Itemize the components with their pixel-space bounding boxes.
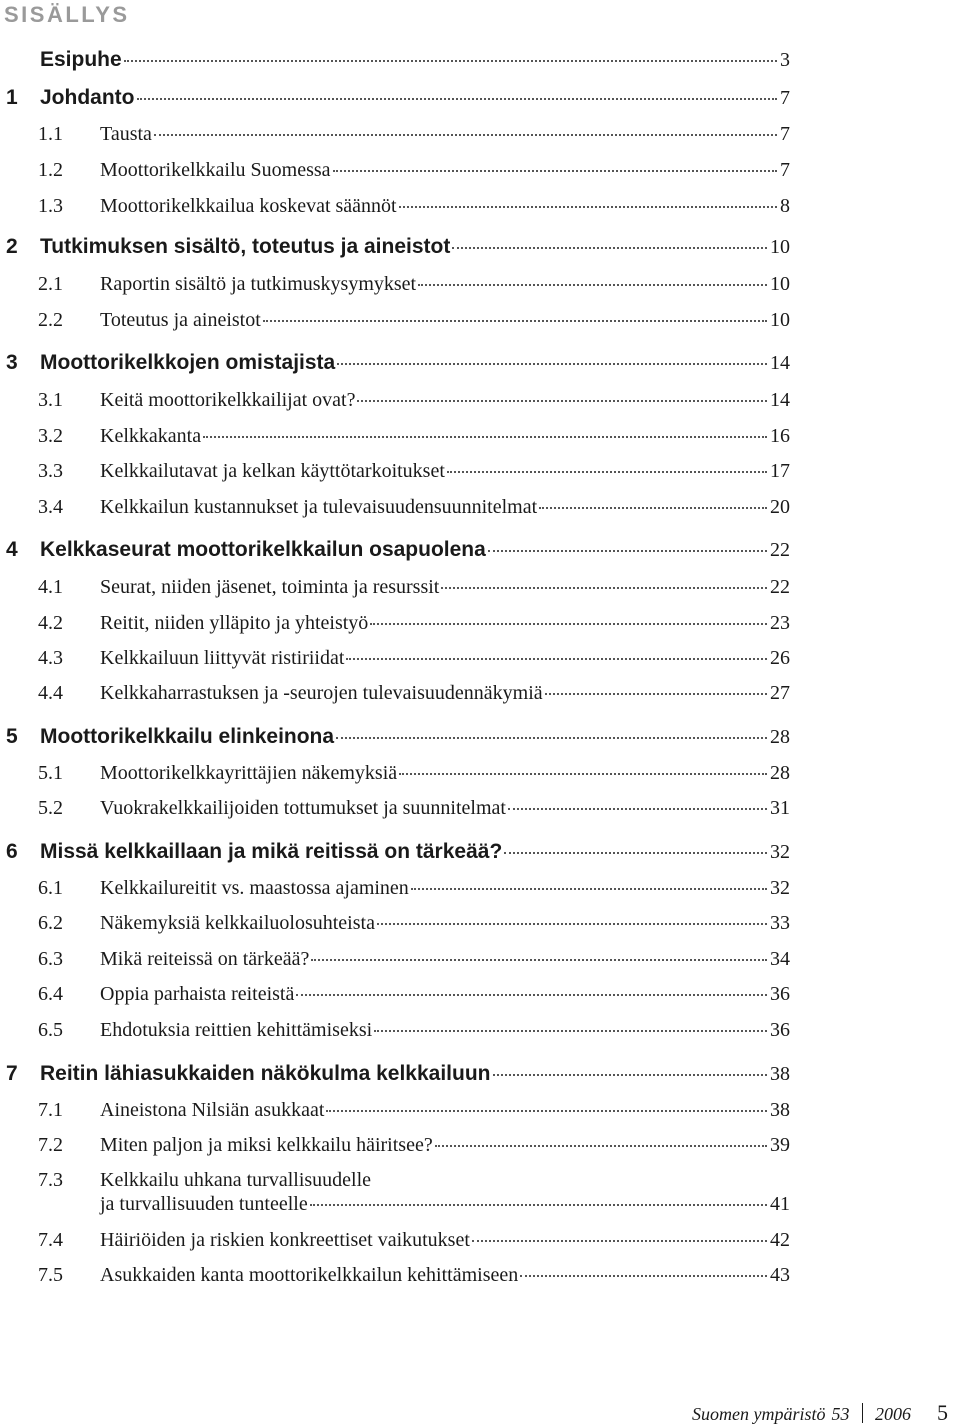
entry-title: Miten paljon ja miksi kelkkailu häiritsee? — [100, 1134, 433, 1156]
entry-number: 7 — [6, 1062, 18, 1085]
entry-page: 10 — [770, 309, 790, 331]
entry-number: 4.4 — [38, 682, 63, 704]
dot-leader — [310, 1204, 767, 1206]
entry-number: 6.2 — [38, 912, 63, 934]
entry-number: 6.3 — [38, 948, 63, 970]
entry-title: Kelkkailureitit vs. maastossa ajaminen — [100, 877, 409, 899]
entry-number: 4.2 — [38, 612, 63, 634]
dot-leader — [333, 170, 777, 172]
entry-number: 3.1 — [38, 389, 63, 411]
entry-title: Näkemyksiä kelkkailuolosuhteista — [100, 912, 375, 934]
entry-number: 4.3 — [38, 647, 63, 669]
entry-number: 4 — [6, 538, 18, 561]
entry-title: Reitin lähiasukkaiden näkökulma kelkkailuun — [40, 1062, 491, 1085]
dot-leader — [493, 1074, 768, 1076]
entry-title: Kelkkakanta — [100, 425, 202, 447]
footer-publication: Suomen ympäristö — [692, 1404, 826, 1424]
entry-page: 28 — [770, 762, 790, 784]
dot-leader — [488, 550, 767, 552]
entry-page: 27 — [770, 682, 790, 704]
dot-leader — [435, 1145, 767, 1147]
entry-page: 14 — [770, 352, 790, 374]
entry-page: 14 — [770, 389, 790, 411]
entry-title: Kelkkaharrastuksen ja -seurojen tulevaisuudennäkymiä — [100, 682, 543, 704]
entry-title: Moottorikelkkailu Suomessa — [100, 159, 331, 181]
dot-leader — [374, 1030, 767, 1032]
dot-leader — [472, 1240, 767, 1242]
entry-number: 7.4 — [38, 1229, 63, 1251]
dot-leader — [137, 98, 778, 100]
entry-page: 7 — [780, 87, 790, 109]
entry-number: 1.1 — [38, 123, 63, 145]
dot-leader — [418, 284, 767, 286]
entry-number: 6 — [6, 840, 18, 863]
entry-number: 5.2 — [38, 797, 63, 819]
entry-page: 26 — [770, 647, 790, 669]
entry-page: 41 — [770, 1193, 790, 1215]
entry-page: 43 — [770, 1264, 790, 1286]
entry-title: Missä kelkkaillaan ja mikä reitissä on tärkeää? — [40, 840, 503, 863]
entry-number: 2.1 — [38, 273, 63, 295]
entry-page: 16 — [770, 425, 790, 447]
entry-page: 36 — [770, 1019, 790, 1041]
entry-page: 23 — [770, 612, 790, 634]
entry-page: 31 — [770, 797, 790, 819]
entry-number: 7.5 — [38, 1264, 63, 1286]
entry-title-line1: Kelkkailu uhkana turvallisuudelle — [100, 1169, 372, 1191]
entry-page: 33 — [770, 912, 790, 934]
entry-page: 17 — [770, 460, 790, 482]
entry-page: 10 — [770, 236, 790, 258]
entry-number: 3.4 — [38, 496, 63, 518]
entry-page: 39 — [770, 1134, 790, 1156]
entry-title: Asukkaiden kanta moottorikelkkailun kehittämiseen — [100, 1264, 519, 1286]
entry-page: 20 — [770, 496, 790, 518]
entry-number: 5.1 — [38, 762, 63, 784]
dot-leader — [447, 471, 767, 473]
dot-leader — [346, 658, 767, 660]
entry-number: 7.3 — [38, 1169, 63, 1191]
entry-title: Häiriöiden ja riskien konkreettiset vaikutukset — [100, 1229, 470, 1251]
dot-leader — [357, 400, 767, 402]
page-footer — [692, 1400, 948, 1426]
dot-leader — [124, 60, 777, 62]
entry-page: 32 — [770, 841, 790, 863]
entry-number: 3 — [6, 351, 18, 374]
page-title: SISÄLLYS — [4, 2, 130, 27]
dot-leader — [154, 134, 777, 136]
entry-number: 3.2 — [38, 425, 63, 447]
entry-page: 28 — [770, 726, 790, 748]
entry-number: 4.1 — [38, 576, 63, 598]
dot-leader — [545, 693, 767, 695]
entry-page: 3 — [780, 49, 790, 71]
entry-title: Moottorikelkkailu elinkeinona — [40, 725, 335, 748]
footer-number: 53 — [831, 1404, 850, 1424]
entry-page: 34 — [770, 948, 790, 970]
entry-page: 7 — [780, 159, 790, 181]
dot-leader — [377, 923, 767, 925]
dot-leader — [336, 737, 767, 739]
entry-title: Tutkimuksen sisältö, toteutus ja aineistot — [40, 235, 451, 258]
dot-leader — [399, 773, 767, 775]
entry-title: Reitit, niiden ylläpito ja yhteistyö — [100, 612, 369, 634]
entry-title: ja turvallisuuden tunteelle — [100, 1193, 308, 1215]
entry-page: 38 — [770, 1099, 790, 1121]
entry-title: Tausta — [100, 123, 152, 145]
entry-title: Seurat, niiden jäsenet, toiminta ja resurssit — [100, 576, 440, 598]
entry-number: 7.2 — [38, 1134, 63, 1156]
dot-leader — [399, 206, 777, 208]
entry-title: Esipuhe — [40, 48, 122, 71]
entry-page: 8 — [780, 195, 790, 217]
dot-leader — [441, 587, 767, 589]
entry-title: Kelkkailun kustannukset ja tulevaisuudensuunnitelmat — [100, 496, 538, 518]
dot-leader — [508, 808, 767, 810]
entry-number: 6.4 — [38, 983, 63, 1005]
entry-number: 6.1 — [38, 877, 63, 899]
footer-separator — [862, 1403, 864, 1423]
entry-number: 6.5 — [38, 1019, 63, 1041]
dot-leader — [263, 320, 767, 322]
entry-title: Kelkkailutavat ja kelkan käyttötarkoitukset — [100, 460, 445, 482]
entry-title: Mikä reiteissä on tärkeää? — [100, 948, 310, 970]
entry-page: 10 — [770, 273, 790, 295]
entry-title: Kelkkaseurat moottorikelkkailun osapuolena — [40, 538, 486, 561]
footer-page-number: 5 — [937, 1400, 948, 1425]
dot-leader — [311, 959, 767, 961]
entry-page: 7 — [780, 123, 790, 145]
footer-year: 2006 — [875, 1404, 911, 1424]
entry-number: 3.3 — [38, 460, 63, 482]
entry-title: Ehdotuksia reittien kehittämiseksi — [100, 1019, 373, 1041]
dot-leader — [539, 507, 767, 509]
dot-leader — [411, 888, 767, 890]
entry-title: Aineistona Nilsiän asukkaat — [100, 1099, 325, 1121]
entry-number: 7.1 — [38, 1099, 63, 1121]
entry-title: Keitä moottorikelkkailijat ovat? — [100, 389, 356, 411]
entry-title: Toteutus ja aineistot — [100, 309, 261, 331]
entry-number: 1.3 — [38, 195, 63, 217]
entry-page: 32 — [770, 877, 790, 899]
entry-page: 22 — [770, 576, 790, 598]
entry-title: Moottorikelkkailua koskevat säännöt — [100, 195, 397, 217]
entry-title: Raportin sisältö ja tutkimuskysymykset — [100, 273, 417, 295]
entry-page: 38 — [770, 1063, 790, 1085]
dot-leader — [337, 363, 767, 365]
entry-page: 36 — [770, 983, 790, 1005]
entry-number: 2.2 — [38, 309, 63, 331]
entry-title: Moottorikelkkojen omistajista — [40, 351, 336, 374]
dot-leader — [296, 994, 767, 996]
entry-title: Moottorikelkkayrittäjien näkemyksiä — [100, 762, 398, 784]
dot-leader — [203, 436, 767, 438]
dot-leader — [520, 1275, 767, 1277]
entry-number: 5 — [6, 725, 18, 748]
entry-number: 1 — [6, 86, 18, 109]
entry-title: Vuokrakelkkailijoiden tottumukset ja suunnitelmat — [100, 797, 506, 819]
entry-title: Kelkkailuun liittyvät ristiriidat — [100, 647, 345, 669]
dot-leader — [370, 623, 767, 625]
entry-page: 22 — [770, 539, 790, 561]
entry-number: 1.2 — [38, 159, 63, 181]
entry-page: 42 — [770, 1229, 790, 1251]
dot-leader — [326, 1110, 767, 1112]
dot-leader — [504, 852, 767, 854]
entry-title: Oppia parhaista reiteistä — [100, 983, 295, 1005]
dot-leader — [452, 247, 767, 249]
entry-title: Johdanto — [40, 86, 135, 109]
entry-number: 2 — [6, 235, 18, 258]
